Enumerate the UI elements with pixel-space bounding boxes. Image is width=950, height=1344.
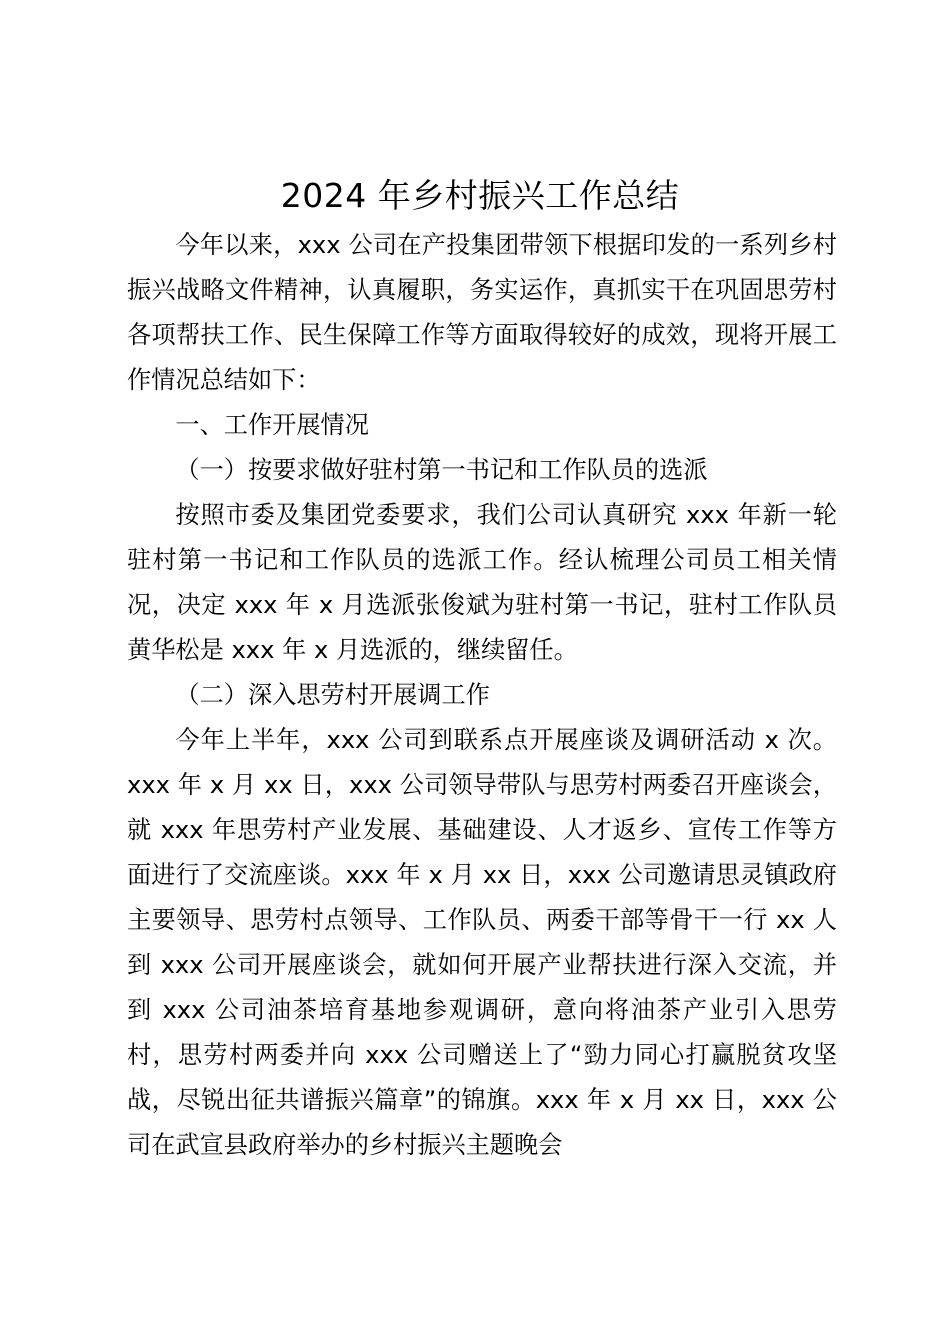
subsection-heading-1: （一）按要求做好驻村第一书记和工作队员的选派	[175, 456, 708, 484]
paragraph-selection: 按照市委及集团党委要求，我们公司认真研究 xxx 年新一轮驻村第一书记和工作队员的选派工作。经认梳理公司员工相关情况，决定 xxx 年 x 月选派张俊斌为驻村第一书记，驻村工作队员黄华松是 xxx 年 x 月选派的，继续留任。	[127, 501, 837, 664]
subsection-heading-2: （二）深入思劳村开展调工作	[175, 681, 490, 709]
document-title: 2024 年乡村振兴工作总结	[280, 176, 680, 215]
paragraph-intro: 今年以来，xxx 公司在产投集团带领下根据印发的一系列乡村振兴战略文件精神，认真履职，务实运作，真抓实干在巩固思劳村各项帮扶工作、民生保障工作等方面取得较好的成效，现将开展工作情况总结如下：	[127, 231, 837, 394]
section-heading: 一、工作开展情况	[175, 411, 369, 439]
document-body	[127, 223, 837, 1168]
paragraph-research: 今年上半年，xxx 公司到联系点开展座谈及调研活动 x 次。xxx 年 x 月 xx 日，xxx 公司领导带队与思劳村两委召开座谈会，就 xxx 年思劳村产业发展、基础建设、人才返乡、宣传工作等方面进行了交流座谈。xxx 年 x 月 xx 日，xxx 公司邀请思灵镇政府主要领导、思劳村点领导、工作队员、两委干部等骨干一行 xx 人到 xxx 公司开展座谈会，就如何开展产业帮扶进行深入交流，并到 xxx 公司油茶培育基地参观调研，意向将油茶产业引入思劳村，思劳村两委并向 xxx 公司赠送上了“勁力同心打赢脱贫攻坚战，尽锐出征共谱振兴篇章”的锦旗。xxx 年 x 月 xx 日，xxx 公司在武宣县政府举办的乡村振兴主题晚会	[127, 726, 837, 1159]
